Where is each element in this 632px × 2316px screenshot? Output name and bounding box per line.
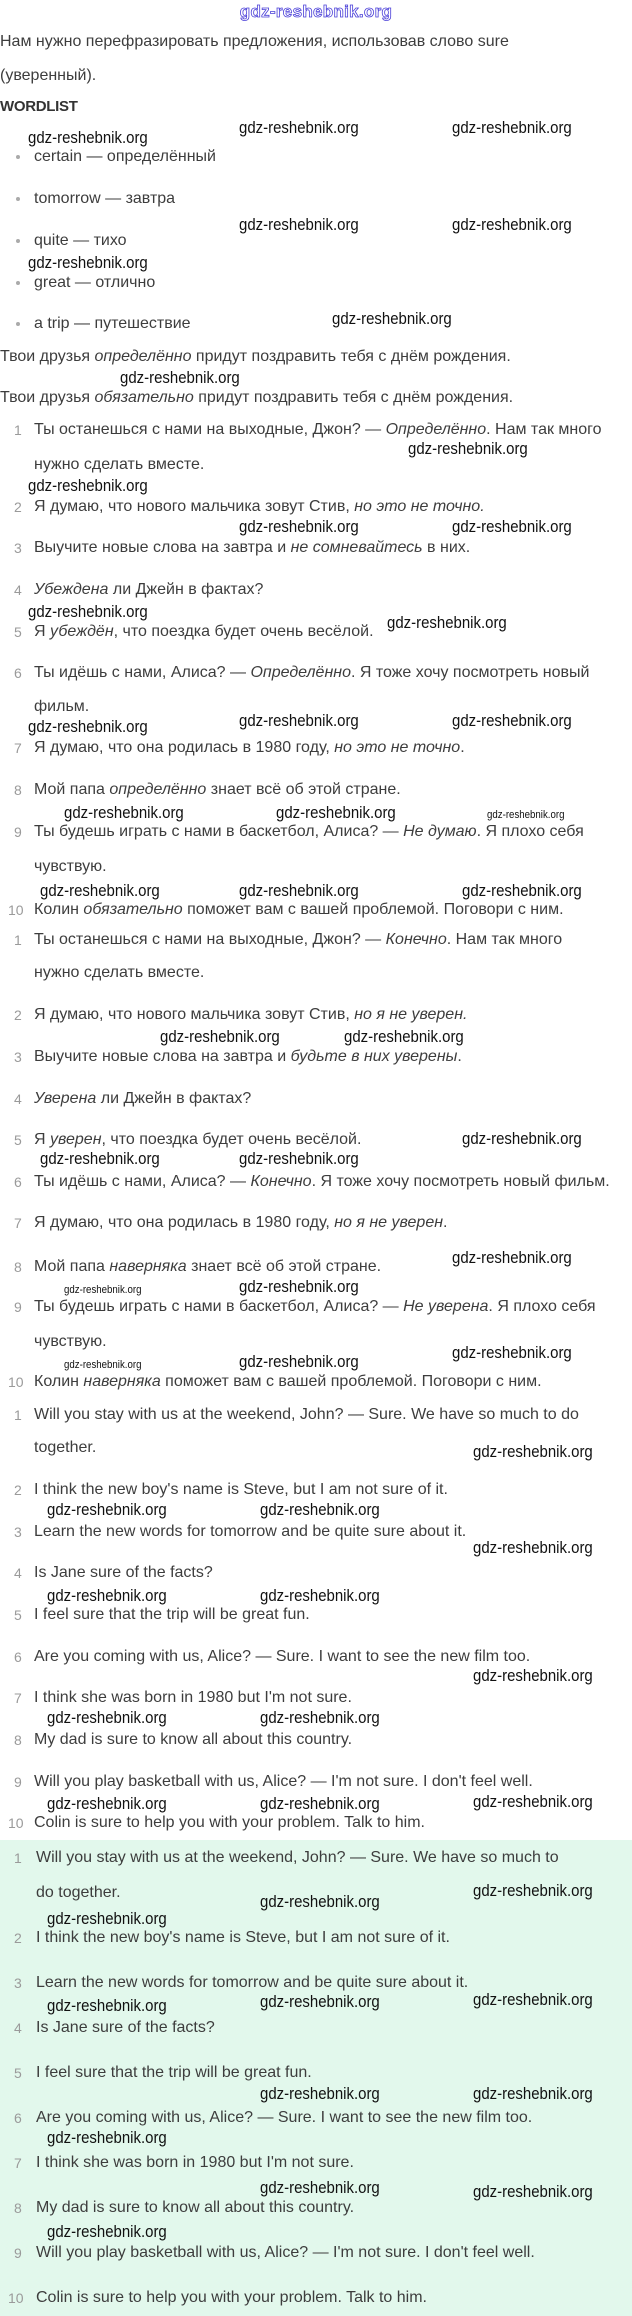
item-number: 9	[14, 1774, 22, 1790]
sentence-line	[34, 1481, 448, 1499]
wordlist-item: great — отлично	[34, 274, 156, 291]
text-segment: .	[460, 739, 465, 756]
sentence-line	[34, 1773, 533, 1791]
watermark: gdz-reshebnik.org	[28, 253, 148, 272]
watermark: gdz-reshebnik.org	[473, 1990, 593, 2009]
item-number: 2	[14, 499, 22, 515]
emphasis-text: Конечно	[385, 931, 447, 948]
emphasis-text: обязательно	[94, 389, 194, 406]
sentence-line	[36, 1929, 450, 1947]
watermark: gdz-reshebnik.org	[239, 1352, 359, 1371]
text-segment: Выучите новые слова на завтра и	[34, 539, 291, 556]
text-segment: I think she was born in 1980 but I'm not sure.	[34, 1689, 352, 1706]
text-segment: Мой папа	[34, 1258, 110, 1275]
text-segment: Is Jane sure of the facts?	[34, 1564, 213, 1581]
watermark: gdz-reshebnik.org	[120, 368, 240, 387]
emphasis-text: Убеждена	[34, 581, 109, 598]
text-segment: , что поездка будет очень весёлой.	[113, 623, 374, 640]
watermark: gdz-reshebnik.org	[452, 1248, 572, 1267]
example-sentence	[0, 389, 513, 407]
bullet-icon	[16, 155, 20, 159]
sentence-line	[34, 623, 374, 641]
example-sentence	[0, 348, 511, 366]
watermark: gdz-reshebnik.org	[462, 881, 582, 900]
sentence-line	[34, 1214, 447, 1232]
emphasis-text: но это не точно	[334, 739, 461, 756]
text-segment: .	[457, 1048, 462, 1065]
text-segment: Я	[34, 1131, 50, 1148]
watermark: gdz-reshebnik.org	[260, 1586, 380, 1605]
item-number: 4	[14, 1565, 22, 1581]
sentence-line	[36, 2199, 354, 2217]
item-number: 2	[14, 1482, 22, 1498]
item-number: 4	[14, 582, 22, 598]
watermark: gdz-reshebnik.org	[47, 1500, 167, 1519]
watermark: gdz-reshebnik.org	[47, 1794, 167, 1813]
item-number: 2	[14, 1930, 22, 1946]
sentence-line	[34, 1048, 462, 1066]
text-segment: Выучите новые слова на завтра и	[34, 1048, 291, 1065]
sentence-line	[34, 1333, 107, 1351]
watermark: gdz-reshebnik.org	[452, 711, 572, 730]
sentence-line	[34, 1564, 213, 1582]
watermark: gdz-reshebnik.org	[452, 1343, 572, 1362]
emphasis-text: определённо	[94, 348, 192, 365]
watermark: gdz-reshebnik.org	[239, 1277, 359, 1296]
text-segment: . Нам так много	[446, 931, 563, 948]
sentence-line	[34, 1258, 381, 1276]
text-segment: Ты останешься с нами на выходные, Джон? —	[34, 421, 386, 438]
sentence-line	[34, 931, 562, 949]
sentence-line	[34, 1373, 542, 1391]
text-segment: I think the new boy's name is Steve, but I am not sure of it.	[34, 1481, 448, 1498]
bullet-icon	[16, 197, 20, 201]
item-number: 3	[14, 1524, 22, 1540]
text-segment: знает всё об этой стране.	[206, 781, 401, 798]
text-segment: Твои друзья	[0, 389, 95, 406]
text-segment: Colin is sure to help you with your problem. Talk to him.	[36, 2289, 427, 2306]
item-number: 8	[14, 1259, 22, 1275]
sentence-line	[34, 421, 602, 439]
emphasis-text: Уверена	[34, 1090, 97, 1107]
watermark: gdz-reshebnik.org	[473, 1442, 593, 1461]
watermark: gdz-reshebnik.org	[260, 2178, 380, 2197]
item-number: 7	[14, 740, 22, 756]
item-number: 1	[14, 1850, 22, 1866]
text-segment: Learn the new words for tomorrow and be quite sure about it.	[36, 1974, 469, 1991]
watermark: gdz-reshebnik.org	[344, 1027, 464, 1046]
watermark: gdz-reshebnik.org	[473, 1666, 593, 1685]
text-segment: Колин	[34, 901, 84, 918]
text-segment: I think the new boy's name is Steve, but I am not sure of it.	[36, 1929, 450, 1946]
item-number: 3	[14, 1049, 22, 1065]
emphasis-text: определённо	[109, 781, 207, 798]
text-segment: Ты будешь играть с нами в баскетбол, Алиса? —	[34, 823, 404, 840]
text-segment: Твои друзья	[0, 348, 95, 365]
watermark-small: gdz-reshebnik.org	[64, 1359, 142, 1371]
text-segment: чувствую.	[34, 1333, 107, 1350]
text-segment: Will you play basketball with us, Alice? — I'm not sure. I don't feel well.	[36, 2244, 535, 2261]
emphasis-text: наверняка	[83, 1373, 161, 1390]
text-segment: придут поздравить тебя с днём рождения.	[191, 348, 511, 365]
text-segment: Я думаю, что она родилась в 1980 году,	[34, 1214, 335, 1231]
item-number: 7	[14, 1690, 22, 1706]
item-number: 5	[14, 624, 22, 640]
sentence-line	[34, 858, 107, 876]
text-segment: My dad is sure to know all about this country.	[36, 2199, 355, 2216]
item-number: 9	[14, 824, 22, 840]
text-segment: ли Джейн в фактах?	[96, 1090, 252, 1107]
text-segment: Ты будешь играть с нами в баскетбол, Алиса? —	[34, 1298, 404, 1315]
sentence-line	[34, 664, 589, 682]
item-number: 8	[14, 1732, 22, 1748]
text-segment: поможет вам с вашей проблемой. Поговори с ним.	[160, 1373, 542, 1390]
sentence-line	[36, 2154, 354, 2172]
sentence-line	[34, 1006, 467, 1024]
watermark: gdz-reshebnik.org	[260, 1992, 380, 2011]
item-number: 1	[14, 932, 22, 948]
item-number: 8	[14, 2200, 22, 2216]
watermark: gdz-reshebnik.org	[47, 1996, 167, 2015]
text-segment: Я думаю, что она родилась в 1980 году,	[34, 739, 335, 756]
sentence-line	[34, 498, 485, 516]
watermark: gdz-reshebnik.org	[239, 517, 359, 536]
sentence-line	[36, 1974, 468, 1992]
watermark: gdz-reshebnik.org	[260, 1708, 380, 1727]
watermark: gdz-reshebnik.org	[239, 215, 359, 234]
emphasis-text: уверен	[50, 1131, 102, 1148]
watermark: gdz-reshebnik.org	[47, 1909, 167, 1928]
item-number: 6	[14, 2110, 22, 2126]
sentence-line	[36, 2109, 532, 2127]
text-segment: , что поездка будет очень весёлой.	[101, 1131, 362, 1148]
sentence-line	[34, 1648, 530, 1666]
item-number: 3	[14, 540, 22, 556]
item-number: 6	[14, 1649, 22, 1665]
sentence-line	[34, 1406, 579, 1424]
watermark: gdz-reshebnik.org	[28, 602, 148, 621]
sentence-line	[34, 456, 204, 474]
watermark: gdz-reshebnik.org	[239, 711, 359, 730]
item-number: 2	[14, 1007, 22, 1023]
text-segment: Я	[34, 623, 50, 640]
sentence-line	[34, 581, 263, 599]
watermark: gdz-reshebnik.org	[40, 1149, 160, 1168]
text-segment: Will you play basketball with us, Alice? — I'm not sure. I don't feel well.	[34, 1773, 533, 1790]
watermark: gdz-reshebnik.org	[40, 881, 160, 900]
sentence-line	[34, 539, 470, 557]
watermark: gdz-reshebnik.org	[332, 309, 452, 328]
watermark: gdz-reshebnik.org	[239, 881, 359, 900]
emphasis-text: Конечно	[250, 1173, 312, 1190]
item-number: 10	[8, 1815, 24, 1831]
text-segment: Are you coming with us, Alice? — Sure. I want to see the new film too.	[34, 1648, 531, 1665]
watermark: gdz-reshebnik.org	[387, 613, 507, 632]
text-segment: Мой папа	[34, 781, 110, 798]
watermark-small: gdz-reshebnik.org	[487, 809, 565, 821]
text-segment: ли Джейн в фактах?	[108, 581, 264, 598]
emphasis-text: убеждён	[50, 623, 114, 640]
sentence-line	[34, 739, 465, 757]
text-segment: . Я тоже хочу посмотреть новый	[350, 664, 590, 681]
sentence-line	[36, 1849, 559, 1867]
sentence-line	[34, 901, 564, 919]
text-segment: нужно сделать вместе.	[34, 964, 205, 981]
watermark: gdz-reshebnik.org	[260, 1892, 380, 1911]
watermark: gdz-reshebnik.org	[276, 803, 396, 822]
text-segment: Ты останешься с нами на выходные, Джон? —	[34, 931, 386, 948]
watermark: gdz-reshebnik.org	[452, 118, 572, 137]
text-segment: .	[443, 1214, 448, 1231]
watermark: gdz-reshebnik.org	[452, 215, 572, 234]
text-segment: Are you coming with us, Alice? — Sure. I want to see the new film too.	[36, 2109, 533, 2126]
text-segment: Learn the new words for tomorrow and be quite sure about it.	[34, 1523, 467, 1540]
sentence-line	[34, 1439, 96, 1457]
watermark: gdz-reshebnik.org	[64, 803, 184, 822]
emphasis-text: обязательно	[83, 901, 183, 918]
watermark: gdz-reshebnik.org	[239, 118, 359, 137]
emphasis-text: Не думаю	[403, 823, 477, 840]
sentence-line	[34, 1131, 361, 1149]
item-number: 10	[8, 902, 24, 918]
emphasis-text: будьте в них уверены	[290, 1048, 458, 1065]
text-segment: . Я плохо себя	[488, 1298, 596, 1315]
item-number: 7	[14, 2155, 22, 2171]
text-segment: чувствую.	[34, 858, 107, 875]
watermark: gdz-reshebnik.org	[239, 1149, 359, 1168]
text-segment: I think she was born in 1980 but I'm not sure.	[36, 2154, 354, 2171]
text-segment: поможет вам с вашей проблемой. Поговори с ним.	[182, 901, 564, 918]
sentence-line	[36, 1884, 121, 1902]
watermark: gdz-reshebnik.org	[28, 717, 148, 736]
sentence-line	[34, 1298, 596, 1316]
watermark: gdz-reshebnik.org	[473, 2084, 593, 2103]
text-segment: My dad is sure to know all about this country.	[34, 1731, 353, 1748]
sentence-line	[34, 1523, 466, 1541]
emphasis-text: Не уверена	[403, 1298, 489, 1315]
sentence-line	[34, 1090, 251, 1108]
item-number: 5	[14, 1132, 22, 1148]
bullet-icon	[16, 281, 20, 285]
item-number: 5	[14, 1607, 22, 1623]
watermark: gdz-reshebnik.org	[260, 1794, 380, 1813]
sentence-line	[36, 2244, 535, 2262]
text-segment: фильм.	[34, 698, 90, 715]
text-segment: . Я тоже хочу посмотреть новый фильм.	[311, 1173, 610, 1190]
text-segment: Ты идёшь с нами, Алиса? —	[34, 1173, 251, 1190]
item-number: 3	[14, 1975, 22, 1991]
watermark: gdz-reshebnik.org	[260, 2084, 380, 2103]
bullet-icon	[16, 322, 20, 326]
wordlist-item: quite — тихо	[34, 232, 127, 249]
item-number: 10	[8, 2290, 24, 2306]
item-number: 9	[14, 2245, 22, 2261]
sentence-line	[34, 1173, 610, 1191]
wordlist-item: a trip — путешествие	[34, 315, 191, 332]
item-number: 8	[14, 782, 22, 798]
text-segment: I feel sure that the trip will be great fun.	[34, 1606, 310, 1623]
watermark: gdz-reshebnik.org	[160, 1027, 280, 1046]
watermark: gdz-reshebnik.org	[473, 1792, 593, 1811]
emphasis-text: Определённо	[385, 421, 487, 438]
item-number: 5	[14, 2065, 22, 2081]
emphasis-text: наверняка	[109, 1258, 187, 1275]
watermark: gdz-reshebnik.org	[28, 476, 148, 495]
text-segment: do together.	[36, 1884, 121, 1901]
intro-text: Нам нужно перефразировать предложения, использовав слово sure	[0, 33, 509, 50]
emphasis-text: Определённо	[250, 664, 351, 681]
text-segment: together.	[34, 1439, 97, 1456]
text-segment: Is Jane sure of the facts?	[36, 2019, 215, 2036]
intro-text: (уверенный).	[0, 67, 97, 84]
watermark: gdz-reshebnik.org	[473, 1881, 593, 1900]
text-segment: Will you stay with us at the weekend, John? — Sure. We have so much to	[36, 1849, 559, 1866]
text-segment: Will you stay with us at the weekend, John? — Sure. We have so much to do	[34, 1406, 579, 1423]
text-segment: Колин	[34, 1373, 84, 1390]
watermark: gdz-reshebnik.org	[47, 1708, 167, 1727]
item-number: 6	[14, 665, 22, 681]
text-segment: . Нам так много	[486, 421, 602, 438]
header-watermark: gdz-reshebnik.org	[239, 2, 393, 21]
text-segment: Ты идёшь с нами, Алиса? —	[34, 664, 251, 681]
item-number: 7	[14, 1215, 22, 1231]
watermark: gdz-reshebnik.org	[260, 1500, 380, 1519]
item-number: 1	[14, 1407, 22, 1423]
item-number: 9	[14, 1299, 22, 1315]
sentence-line	[34, 781, 401, 799]
emphasis-text: не сомневайтесь	[290, 539, 423, 556]
item-number: 4	[14, 2020, 22, 2036]
wordlist-title: WORDLIST	[0, 98, 78, 115]
sentence-line	[36, 2019, 215, 2037]
watermark: gdz-reshebnik.org	[452, 517, 572, 536]
watermark-small: gdz-reshebnik.org	[64, 1284, 142, 1296]
item-number: 10	[8, 1374, 24, 1390]
text-segment: Colin is sure to help you with your problem. Talk to him.	[34, 1814, 425, 1831]
bullet-icon	[16, 239, 20, 243]
watermark: gdz-reshebnik.org	[47, 2128, 167, 2147]
watermark: gdz-reshebnik.org	[47, 2222, 167, 2241]
text-segment: знает всё об этой стране.	[186, 1258, 382, 1275]
sentence-line	[34, 698, 89, 716]
text-segment: I feel sure that the trip will be great fun.	[36, 2064, 312, 2081]
sentence-line	[34, 1814, 425, 1832]
sentence-line	[36, 2289, 427, 2307]
emphasis-text: но я не уверен.	[354, 1006, 468, 1023]
text-segment: Я думаю, что нового мальчика зовут Стив,	[34, 1006, 355, 1023]
text-segment: придут поздравить тебя с днём рождения.	[193, 389, 514, 406]
sentence-line	[34, 823, 584, 841]
watermark: gdz-reshebnik.org	[473, 1538, 593, 1557]
text-segment: . Я плохо себя	[476, 823, 584, 840]
text-segment: Я думаю, что нового мальчика зовут Стив,	[34, 498, 355, 515]
sentence-line	[34, 964, 204, 982]
watermark: gdz-reshebnik.org	[473, 2182, 593, 2201]
sentence-line	[34, 1606, 310, 1624]
sentence-line	[34, 1731, 352, 1749]
watermark: gdz-reshebnik.org	[408, 439, 528, 458]
sentence-line	[36, 2064, 312, 2082]
item-number: 4	[14, 1091, 22, 1107]
watermark: gdz-reshebnik.org	[462, 1129, 582, 1148]
text-segment: нужно сделать вместе.	[34, 456, 205, 473]
text-segment: в них.	[422, 539, 471, 556]
watermark: gdz-reshebnik.org	[47, 1586, 167, 1605]
item-number: 6	[14, 1174, 22, 1190]
sentence-line	[34, 1689, 352, 1707]
item-number: 1	[14, 422, 22, 438]
wordlist-item: tomorrow — завтра	[34, 190, 176, 207]
wordlist-item: certain — определённый	[34, 148, 216, 165]
emphasis-text: но это не точно.	[354, 498, 485, 515]
watermark: gdz-reshebnik.org	[28, 128, 148, 147]
emphasis-text: но я не уверен	[334, 1214, 444, 1231]
